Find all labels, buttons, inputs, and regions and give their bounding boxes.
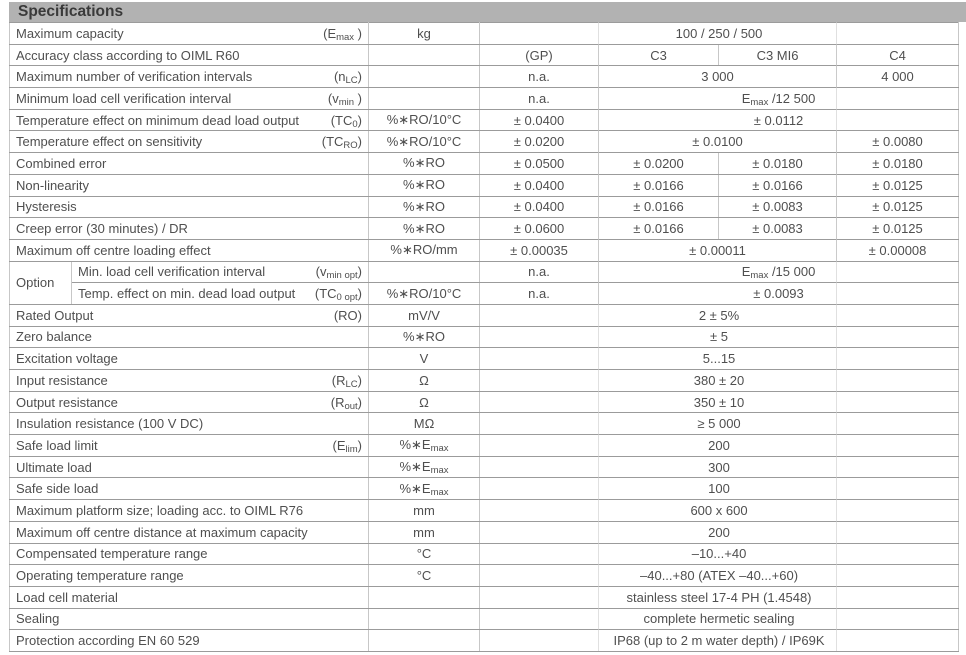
param-cell [10,435,369,457]
param-cell [10,66,369,88]
spec-row [10,304,959,326]
value-cell: ± 5 [480,326,959,348]
spec-row [10,478,959,500]
spec-row [10,413,959,435]
value-cell: ± 0.0125 [837,174,959,196]
value-cell: n.a. [480,283,599,305]
value-cell: ± 0.00011 [599,239,837,261]
unit-cell: %∗RO/10°C [369,283,480,305]
param-cell [10,131,369,153]
value-cell: 300 [480,456,959,478]
unit-cell: %∗RO/10°C [369,131,480,153]
param-cell [10,218,369,240]
spec-row [10,261,959,283]
param-label: Protection according EN 60 529 [16,633,200,649]
param-label: Maximum capacity [16,25,124,41]
param-label: Safe side load [16,481,99,497]
value-cell: 5...15 [480,348,959,370]
value-cell: 2 ± 5% [480,304,959,326]
value-cell: (GP) [480,44,599,66]
param-label: Operating temperature range [16,568,184,584]
param-cell [10,239,369,261]
param-label: Compensated temperature range [16,546,208,562]
param-label: Maximum off centre loading effect [16,242,211,258]
spec-row [10,521,959,543]
param-cell [10,370,369,392]
unit-cell: %∗RO [369,174,480,196]
param-label: Maximum off centre distance at maximum capacity [16,524,308,540]
unit-cell: %∗RO [369,153,480,175]
param-cell [10,478,369,500]
param-cell [10,153,369,175]
spec-row [10,283,959,305]
value-cell: ± 0.0112 [599,109,959,131]
value-cell: ± 0.00008 [837,239,959,261]
param-cell [10,44,369,66]
param-cell [10,565,369,587]
spec-row [10,348,959,370]
unit-cell [369,608,480,630]
value-cell: ≥ 5 000 [480,413,959,435]
spec-row [10,88,959,110]
value-cell: ± 0.0125 [837,218,959,240]
value-cell: n.a. [480,261,599,283]
param-symbol: $(R_{out})$ [330,394,363,412]
value-cell: ± 0.0080 [837,131,959,153]
spec-row [10,218,959,240]
value-cell: ± 0.0600 [480,218,599,240]
param-symbol: $(R_{LC})$ [331,372,363,390]
unit-cell: MΩ [369,413,480,435]
value-cell: ± 0.0180 [719,153,837,175]
param-symbol: ($E_{max}$ ) [323,25,363,43]
unit-cell [369,66,480,88]
param-label: Input resistance [16,372,108,388]
value-cell: $E_{max}$ /12 500 [599,88,959,110]
param-label: Temperature effect on sensitivity [16,134,203,150]
value-cell: ± 0.0180 [837,153,959,175]
value-cell: ± 0.0083 [719,218,837,240]
value-cell: 3 000 [599,66,837,88]
value-cell: stainless steel 17-4 PH (1.4548) [480,586,959,608]
value-cell: 350 ± 10 [480,391,959,413]
value-cell: n.a. [480,66,599,88]
param-label: Ultimate load [16,459,92,475]
value-cell: ± 0.0166 [719,174,837,196]
spec-row [10,131,959,153]
value-cell: ± 0.0093 [599,283,959,305]
unit-cell: %∗RO [369,196,480,218]
param-cell [10,304,369,326]
spec-row [10,543,959,565]
param-cell [10,413,369,435]
unit-cell [369,630,480,652]
spec-row [10,630,959,652]
param-label: Output resistance [16,394,118,410]
value-cell: ± 0.0500 [480,153,599,175]
value-cell: ± 0.0083 [719,196,837,218]
param-label: Temperature effect on minimum dead load output [16,112,300,128]
section-header-bar [9,2,966,22]
value-cell: –10...+40 [480,543,959,565]
spec-row [10,23,959,45]
unit-cell: Ω [369,370,480,392]
spec-row [10,435,959,457]
param-label: Sealing [16,611,60,627]
param-symbol: ($v_{min}$ ) [327,90,363,108]
param-cell [10,348,369,370]
param-symbol: $(TC_{0 opt})$ [314,286,363,304]
param-label: Min. load cell verification interval [78,264,266,280]
param-label: Zero balance [16,329,92,345]
unit-cell: V [369,348,480,370]
param-symbol: $(n_{LC})$ [333,69,363,87]
spec-row [10,174,959,196]
param-cell [10,326,369,348]
value-cell: 100 [480,478,959,500]
param-cell [10,586,369,608]
spec-row [10,109,959,131]
value-cell: ± 0.0125 [837,196,959,218]
unit-cell: %∗RO/10°C [369,109,480,131]
value-cell: ± 0.00035 [480,239,599,261]
value-cell: 200 [480,521,959,543]
spec-row [10,326,959,348]
value-cell: 200 [480,435,959,457]
value-cell: ± 0.0200 [480,131,599,153]
param-label: Combined error [16,155,107,171]
spec-row [10,66,959,88]
unit-cell [369,261,480,283]
value-cell: C3 [599,44,719,66]
value-cell: –40...+80 (ATEX –40...+60) [480,565,959,587]
value-cell: ± 0.0166 [599,196,719,218]
param-symbol: $(E_{lim})$ [332,437,363,455]
value-cell: ± 0.0166 [599,174,719,196]
value-cell: 100 / 250 / 500 [480,23,959,45]
param-label: Rated Output [16,307,94,323]
spec-row [10,500,959,522]
value-cell: IP68 (up to 2 m water depth) / IP69K [480,630,959,652]
param-cell [10,174,369,196]
value-cell: ± 0.0400 [480,109,599,131]
param-label: Accuracy class according to OIML R60 [16,47,240,63]
spec-row [10,370,959,392]
param-label: Temp. effect on min. dead load output [78,286,296,302]
param-cell [10,88,369,110]
spec-row [10,586,959,608]
param-cell [10,391,369,413]
param-cell [10,500,369,522]
value-cell: C3 MI6 [719,44,837,66]
param-label: Minimum load cell verification interval [16,90,232,106]
spec-row [10,44,959,66]
spec-row [10,565,959,587]
spec-row [10,239,959,261]
param-label: Load cell material [16,589,118,605]
param-cell [10,543,369,565]
spec-row [10,391,959,413]
value-cell: ± 0.0400 [480,196,599,218]
spec-row [10,196,959,218]
param-label: Creep error (30 minutes) / DR [16,221,188,237]
param-label: Maximum platform size; loading acc. to OIML R76 [16,502,304,518]
value-cell: ± 0.0400 [480,174,599,196]
value-cell: ± 0.0166 [599,218,719,240]
unit-cell: %∗RO [369,218,480,240]
param-label: Insulation resistance (100 V DC) [16,416,204,432]
value-cell: ± 0.0100 [599,131,837,153]
section-title: Specifications [18,3,124,20]
param-label: Maximum number of verification intervals [16,69,253,85]
spec-row [10,153,959,175]
param-cell [10,23,369,45]
value-cell: $E_{max}$ /15 000 [599,261,959,283]
specifications-table [9,22,959,652]
value-cell: complete hermetic sealing [480,608,959,630]
value-cell: 380 ± 20 [480,370,959,392]
unit-cell [369,44,480,66]
param-symbol: (RO) [333,307,363,323]
param-cell [72,283,369,305]
unit-cell: mV/V [369,304,480,326]
param-cell [10,109,369,131]
param-label: Excitation voltage [16,351,118,367]
spec-row [10,456,959,478]
spec-table-body [10,23,959,652]
param-label: Hysteresis [16,199,77,215]
value-cell: 4 000 [837,66,959,88]
param-label: Non-linearity [16,177,89,193]
unit-cell: kg [369,23,480,45]
unit-cell: $\%∗E_{max}$ [369,456,480,478]
param-symbol: $(TC_0)$ [330,112,363,130]
option-group-cell: Option [10,261,72,304]
unit-cell [369,88,480,110]
unit-cell: %∗RO/mm [369,239,480,261]
value-cell: C4 [837,44,959,66]
unit-cell: °C [369,565,480,587]
spec-row [10,608,959,630]
param-cell [10,630,369,652]
param-symbol: $(TC_{RO})$ [321,134,363,152]
unit-cell [369,586,480,608]
param-cell [72,261,369,283]
value-cell: n.a. [480,88,599,110]
param-cell [10,196,369,218]
unit-cell: °C [369,543,480,565]
unit-cell: Ω [369,391,480,413]
unit-cell: $\%∗E_{max}$ [369,478,480,500]
param-symbol: $(v_{min opt})$ [315,264,363,282]
unit-cell: mm [369,500,480,522]
param-cell [10,608,369,630]
param-cell [10,456,369,478]
unit-cell: $\%∗E_{max}$ [369,435,480,457]
param-cell [10,521,369,543]
value-cell: 600 x 600 [480,500,959,522]
unit-cell: mm [369,521,480,543]
value-cell: ± 0.0200 [599,153,719,175]
unit-cell: %∗RO [369,326,480,348]
param-label: Safe load limit [16,437,98,453]
